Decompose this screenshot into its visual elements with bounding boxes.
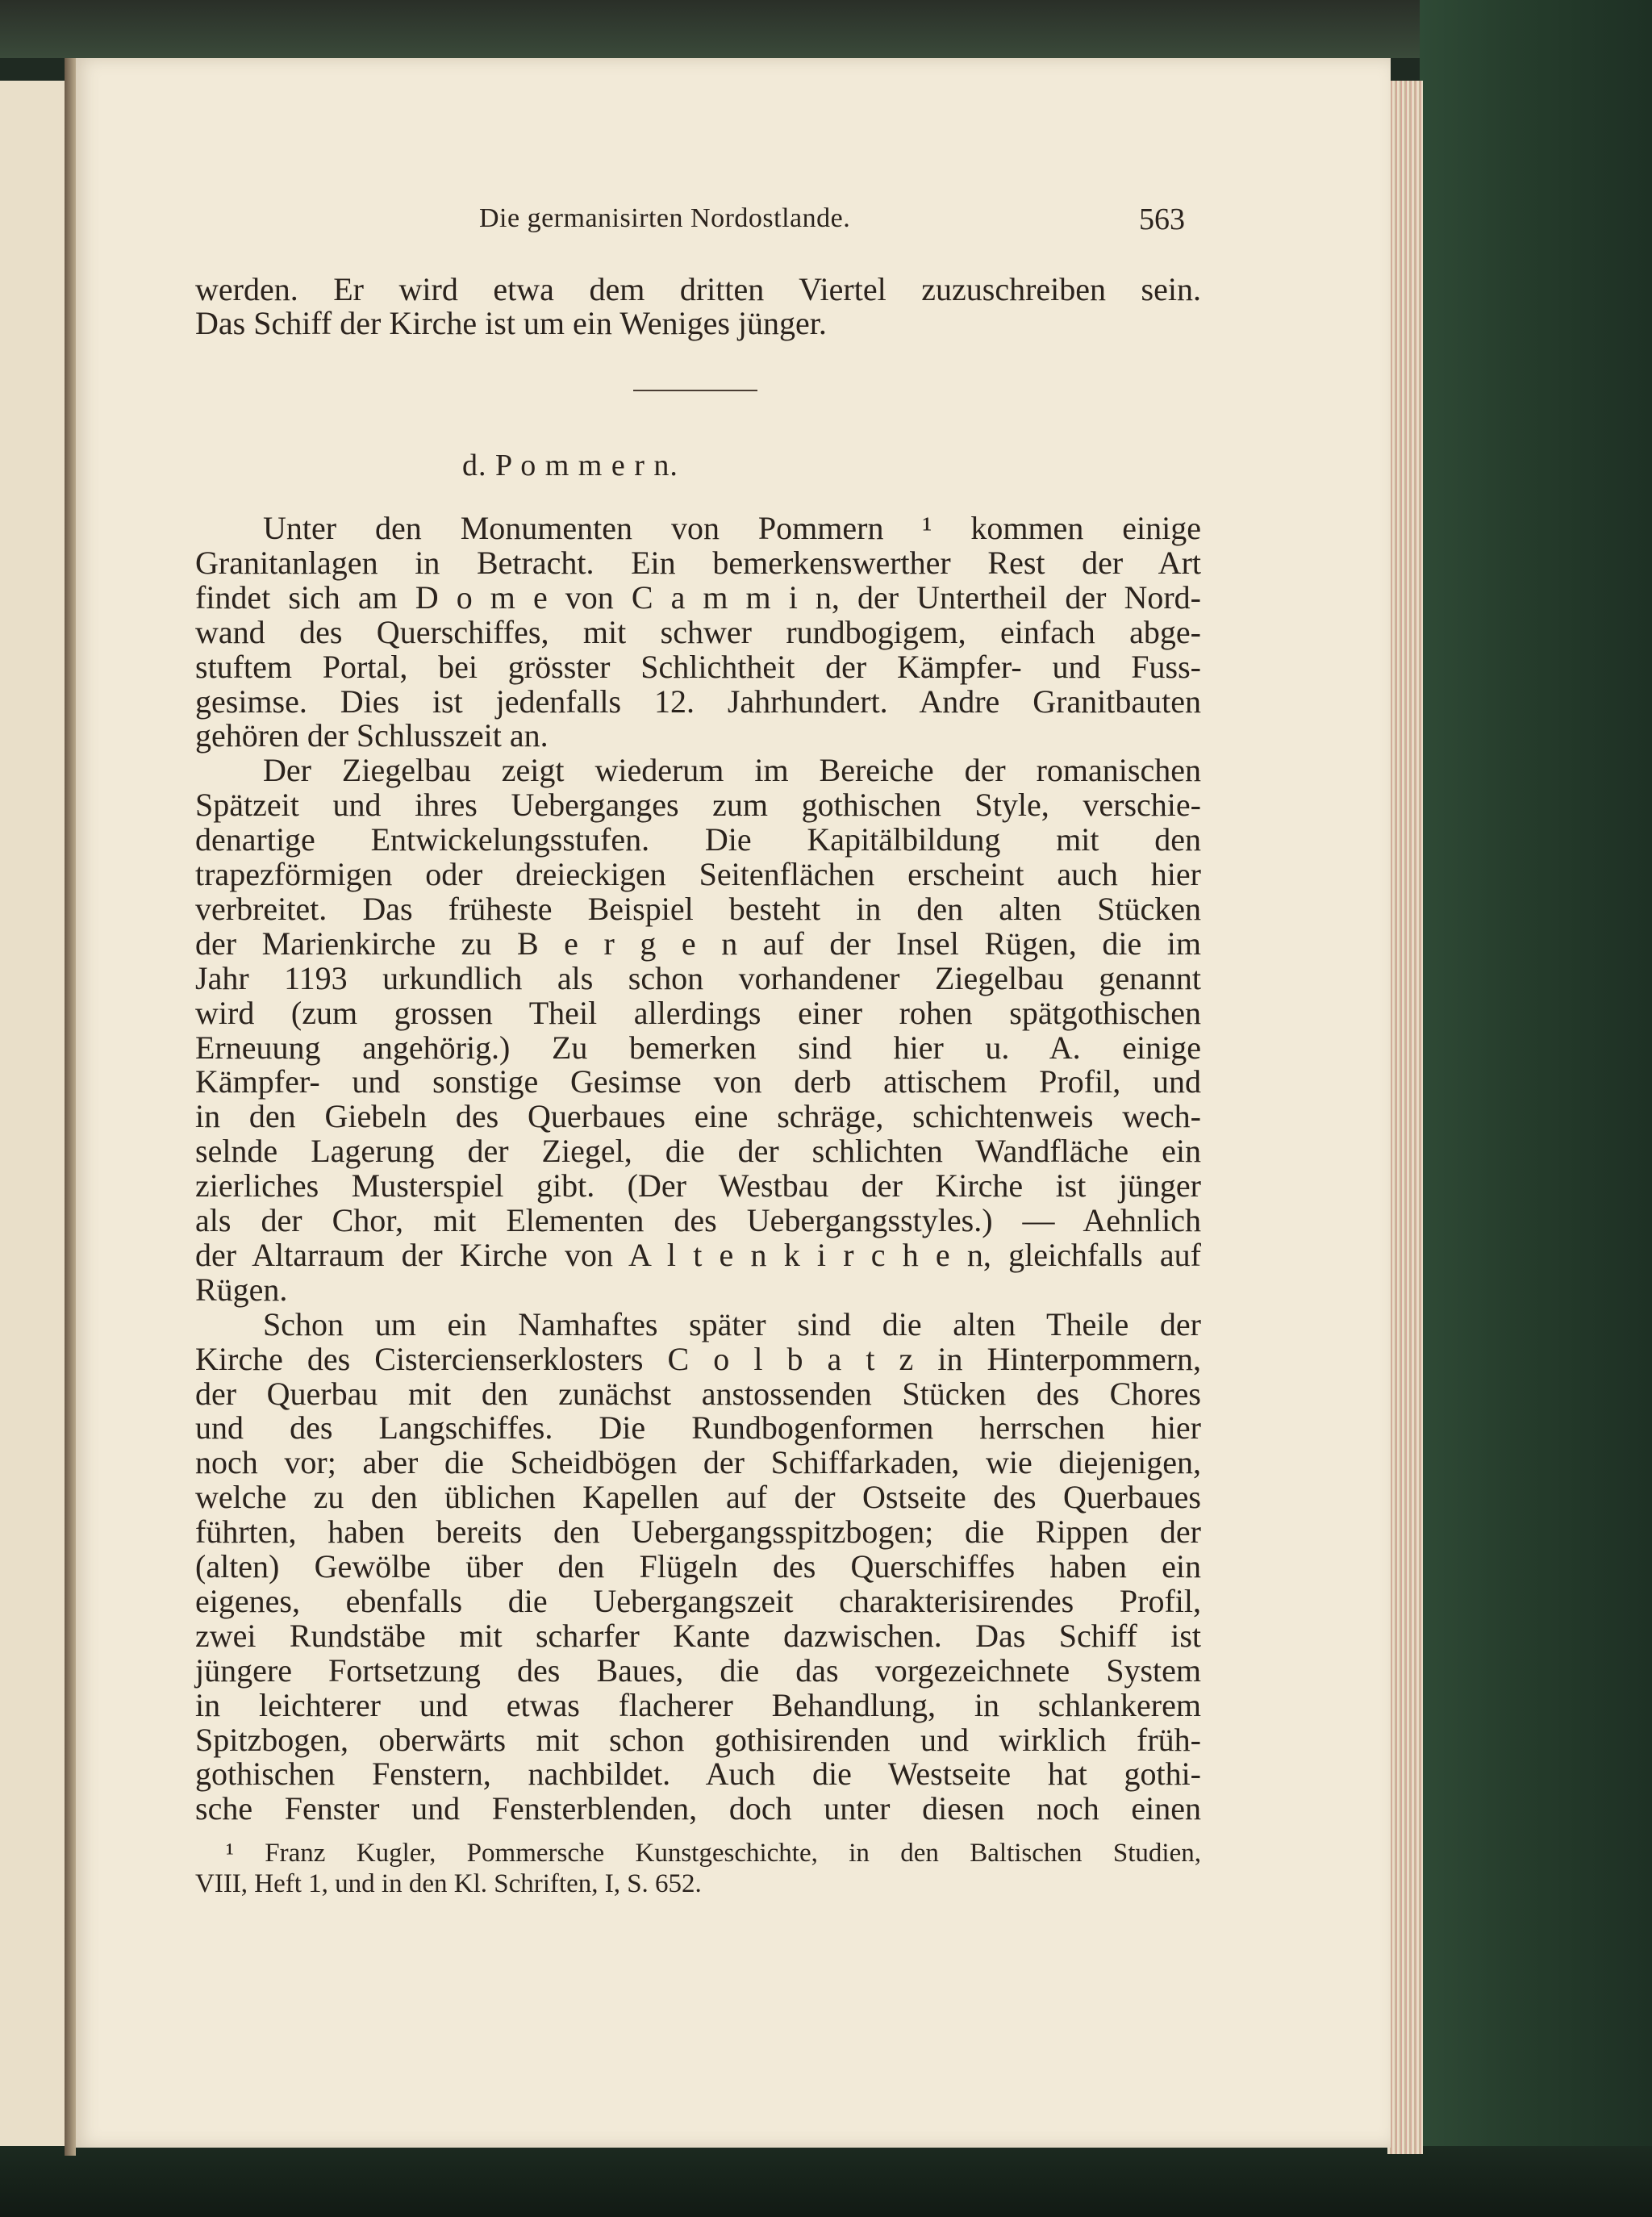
paragraph-line: der Altarraum der Kirche von A l t e n k i r c h e n, gleichfalls auf — [195, 1237, 1201, 1273]
paragraph-line: Jahr 1193 urkundlich als schon vorhandener Ziegelbau genannt — [195, 960, 1201, 996]
paragraph-line: findet sich am D o m e von C a m m i n, der Untertheil der Nord- — [195, 579, 1201, 616]
paragraph-line: Unter den Monumenten von Pommern ¹ kommen einige — [263, 510, 1201, 546]
paragraph-line: jüngere Fortsetzung des Baues, die das vorgezeichnete System — [195, 1652, 1201, 1689]
paragraph-line: in den Giebeln des Querbaues eine schräge, schichtenweis wech- — [195, 1098, 1201, 1134]
paragraph-line: trapezförmigen oder dreieckigen Seitenflächen erscheint auch hier — [195, 856, 1201, 892]
section-divider — [633, 390, 757, 391]
paragraph-line: gothischen Fenstern, nachbildet. Auch die Westseite hat gothi- — [195, 1756, 1201, 1792]
paragraph-line: Kirche des Cistercienserklosters C o l b a t z in Hinterpommern, — [195, 1341, 1201, 1377]
paragraph-line: zierliches Musterspiel gibt. (Der Westbau der Kirche ist jünger — [195, 1167, 1201, 1204]
paragraph-line: Der Ziegelbau zeigt wiederum im Bereiche der romanischen — [263, 752, 1201, 788]
book-page — [76, 58, 1391, 2148]
paragraph-line: Spitzbogen, oberwärts mit schon gothisirenden und wirklich früh- — [195, 1722, 1201, 1758]
paragraph-line: Spätzeit und ihres Ueberganges zum gothischen Style, verschie- — [195, 787, 1201, 823]
paragraph-line: Kämpfer- und sonstige Gesimse von derb attischem Profil, und — [195, 1063, 1201, 1100]
paragraph-line: sche Fenster und Fensterblenden, doch unter diesen noch einen — [195, 1790, 1201, 1827]
running-title: Die germanisirten Nordostlande. — [479, 203, 851, 233]
paragraph-line: Erneuung angehörig.) Zu bemerken sind hier u. A. einige — [195, 1029, 1201, 1066]
text-line: werden. Er wird etwa dem dritten Viertel zuzuschreiben sein. — [195, 271, 1201, 307]
text-line: Das Schiff der Kirche ist um ein Weniges jünger. — [195, 305, 827, 341]
page-number: 563 — [1139, 202, 1185, 236]
paragraph-line: welche zu den üblichen Kapellen auf der Ostseite des Querbaues — [195, 1479, 1201, 1515]
paragraph-line: wird (zum grossen Theil allerdings einer rohen spätgothischen — [195, 995, 1201, 1031]
section-heading: d. P o m m e r n. — [462, 449, 678, 482]
paragraph-line: stuftem Portal, bei grösster Schlichtheit der Kämpfer- und Fuss- — [195, 649, 1201, 685]
paragraph-line: selnde Lagerung der Ziegel, die der schlichten Wandfläche ein — [195, 1133, 1201, 1169]
paragraph-line: wand des Querschiffes, mit schwer rundbogigem, einfach abge- — [195, 614, 1201, 650]
paragraph-line: Rügen. — [195, 1271, 288, 1308]
paragraph-line: und des Langschiffes. Die Rundbogenformen herrschen hier — [195, 1409, 1201, 1446]
paragraph-line: als der Chor, mit Elementen des Uebergangsstyles.) — Aehnlich — [195, 1202, 1201, 1238]
paragraph-line: eigenes, ebenfalls die Uebergangszeit charakterisirendes Profil, — [195, 1583, 1201, 1619]
paragraph-line: denartige Entwickelungsstufen. Die Kapitälbildung mit den — [195, 821, 1201, 858]
paragraph-line: (alten) Gewölbe über den Flügeln des Querschiffes haben ein — [195, 1548, 1201, 1584]
paragraph-line: gesimse. Dies ist jedenfalls 12. Jahrhundert. Andre Granitbauten — [195, 683, 1201, 720]
paragraph-line: Granitanlagen in Betracht. Ein bemerkenswerther Rest der Art — [195, 545, 1201, 581]
paragraph-line: der Querbau mit den zunächst anstossenden Stücken des Chores — [195, 1376, 1201, 1412]
paragraph-line: zwei Rundstäbe mit scharfer Kante dazwischen. Das Schiff ist — [195, 1618, 1201, 1654]
paragraph-line: noch vor; aber die Scheidbögen der Schiffarkaden, wie diejenigen, — [195, 1444, 1201, 1480]
paragraph-line: gehören der Schlusszeit an. — [195, 717, 549, 754]
paragraph-line: der Marienkirche zu B e r g e n auf der Insel Rügen, die im — [195, 925, 1201, 962]
footnote-line: ¹ Franz Kugler, Pommersche Kunstgeschichte, in den Baltischen Studien, — [226, 1839, 1201, 1868]
paragraph-line: Schon um ein Namhaftes später sind die alten Theile der — [263, 1306, 1201, 1342]
paragraph-line: in leichterer und etwas flacherer Behandlung, in schlankerem — [195, 1687, 1201, 1723]
footnote-line: VIII, Heft 1, und in den Kl. Schriften, I, S. 652. — [195, 1869, 702, 1898]
paragraph-line: führten, haben bereits den Uebergangsspitzbogen; die Rippen der — [195, 1513, 1201, 1550]
paragraph-line: verbreitet. Das früheste Beispiel besteht in den alten Stücken — [195, 891, 1201, 927]
